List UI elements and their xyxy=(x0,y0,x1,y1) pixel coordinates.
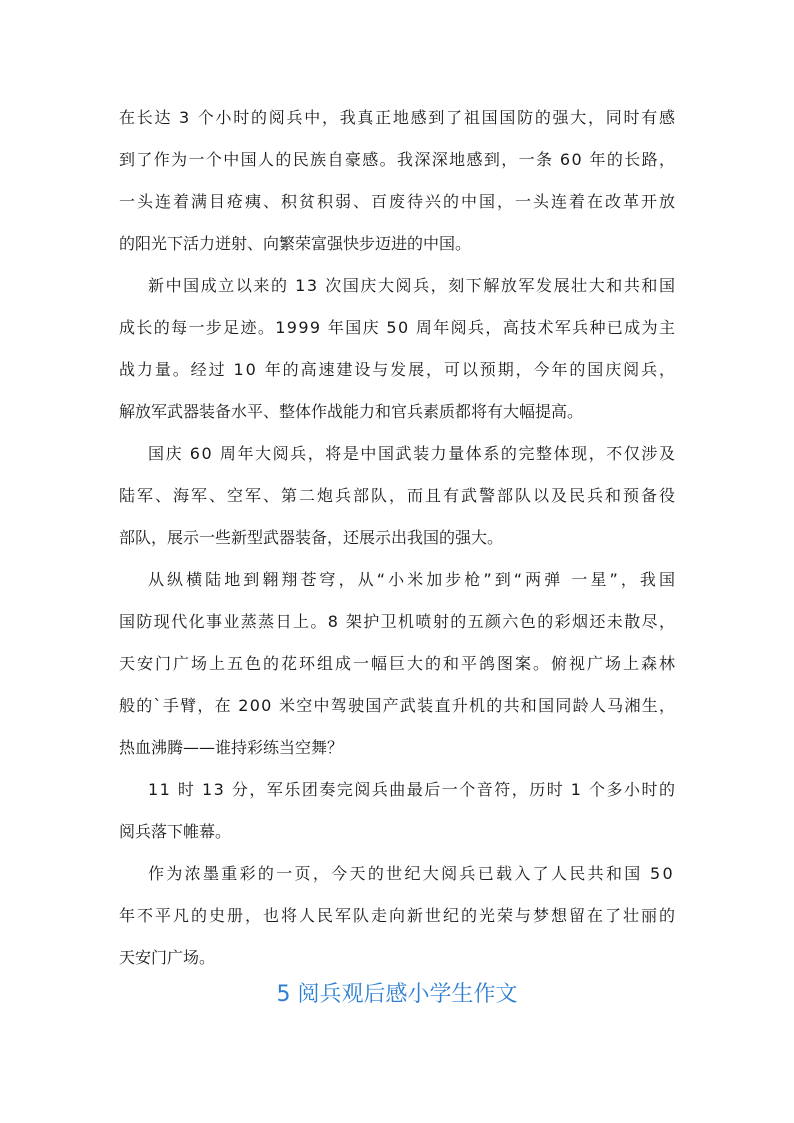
paragraph-5-line-1 xyxy=(0,770,794,810)
paragraph-3-line-3 xyxy=(0,518,794,558)
line-text: 从纵横陆地到翱翔苍穹，从“小米加步枪”到“两弹 一星”，我国 xyxy=(148,570,679,589)
paragraph-4-line-3 xyxy=(0,644,794,684)
paragraph-1-line-3 xyxy=(0,182,794,222)
paragraph-6-line-3 xyxy=(0,938,794,978)
paragraph-2-line-4 xyxy=(0,392,794,432)
line-text: 热血沸腾——谁持彩练当空舞？ xyxy=(119,738,344,757)
section-heading: 5 阅兵观后感小学生作文 xyxy=(276,982,518,1007)
line-text: 年不平凡的史册，也将人民军队走向新世纪的光荣与梦想留在了壮丽的 xyxy=(119,906,677,925)
line-text: 国防现代化事业蒸蒸日上。8 架护卫机喷射的五颜六色的彩烟还未散尽， xyxy=(119,612,677,631)
paragraph-4-line-5 xyxy=(0,728,794,768)
line-text: 成长的每一步足迹。1999 年国庆 50 周年阅兵，高技术军兵种已成为主 xyxy=(119,318,677,337)
line-text: 新中国成立以来的 13 次国庆大阅兵，刻下解放军发展壮大和共和国 xyxy=(148,276,677,295)
line-text: 天安门广场上五色的花环组成一幅巨大的和平鸽图案。俯视广场上森林 xyxy=(119,654,677,673)
line-text: 战力量。经过 10 年的高速建设与发展，可以预期，今年的国庆阅兵， xyxy=(119,360,677,379)
line-text: 作为浓墨重彩的一页，今天的世纪大阅兵已载入了人民共和国 50 xyxy=(148,864,675,883)
paragraph-2-line-1 xyxy=(0,266,794,306)
paragraph-1-line-1 xyxy=(0,98,794,138)
paragraph-1-line-4 xyxy=(0,224,794,264)
paragraph-2-line-2 xyxy=(0,308,794,348)
paragraph-4-line-2 xyxy=(0,602,794,642)
paragraph-6-line-1 xyxy=(0,854,794,894)
line-text: 天安门广场。 xyxy=(119,948,216,967)
paragraph-5-line-2 xyxy=(0,812,794,852)
line-text: 一头连着满目疮痍、积贫积弱、百废待兴的中国，一头连着在改革开放 xyxy=(119,192,677,211)
paragraph-1-line-2 xyxy=(0,140,794,180)
paragraph-3-line-1 xyxy=(0,434,794,474)
line-text: 到了作为一个中国人的民族自豪感。我深深地感到，一条 60 年的长路， xyxy=(119,150,677,169)
line-text: 国庆 60 周年大阅兵，将是中国武装力量体系的完整体现，不仅涉及 xyxy=(148,444,677,463)
line-text: 解放军武器装备水平、整体作战能力和官兵素质都将有大幅提高。 xyxy=(119,402,584,421)
line-text: 部队，展示一些新型武器装备，还展示出我国的强大。 xyxy=(119,528,504,547)
line-text: 的阳光下活力迸射、向繁荣富强快步迈进的中国。 xyxy=(119,234,472,253)
paragraph-4-line-4 xyxy=(0,686,794,726)
line-text: 阅兵落下帷幕。 xyxy=(119,822,232,841)
paragraph-2-line-3 xyxy=(0,350,794,390)
line-text: 在长达 3 个小时的阅兵中，我真正地感到了祖国国防的强大，同时有感 xyxy=(119,108,677,127)
line-text: 11 时 13 分，军乐团奏完阅兵曲最后一个音符，历时 1 个多小时的 xyxy=(148,780,677,799)
line-text: 陆军、海军、空军、第二炮兵部队，而且有武警部队以及民兵和预备役 xyxy=(119,486,677,505)
paragraph-4-line-1 xyxy=(0,560,794,600)
paragraph-6-line-2 xyxy=(0,896,794,936)
line-text: 般的`手臂，在 200 米空中驾驶国产武装直升机的共和国同龄人马湘生， xyxy=(119,696,677,715)
paragraph-3-line-2 xyxy=(0,476,794,516)
